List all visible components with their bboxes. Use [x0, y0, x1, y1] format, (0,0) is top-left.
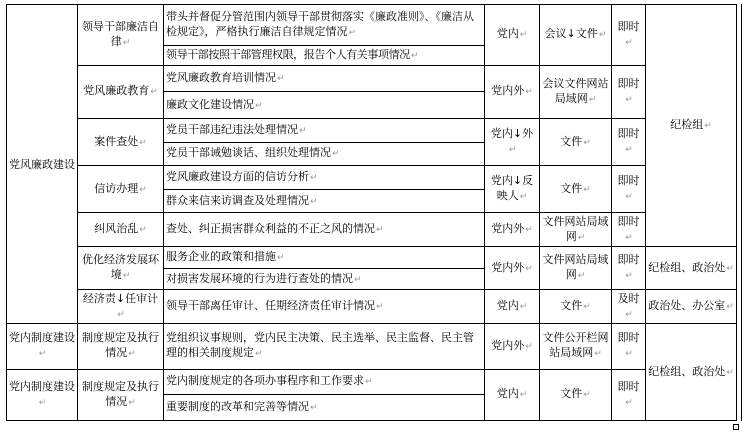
- content-cell: 党内制度规定的各项办事程序和工作要求↵: [164, 369, 485, 395]
- subcategory-cell: 制度规定及执行情况↵: [78, 369, 164, 420]
- subcategory-cell: 党风廉政教育↵: [78, 65, 164, 118]
- content-cell: 对损害发展环境的行为进行查处的情况↵: [164, 268, 485, 290]
- timing-cell: 即时↵: [612, 213, 646, 247]
- timing-cell: 即时↵: [612, 247, 646, 290]
- scope-cell: 党内↵: [485, 290, 540, 324]
- table-end-marker: [733, 424, 739, 430]
- category-cell: 党内制度建设↵: [7, 369, 78, 420]
- form-cell: 文件↵: [540, 166, 612, 213]
- timing-cell: 即时↵: [612, 324, 646, 369]
- scope-cell: 党内↵: [485, 369, 540, 420]
- department-cell: 纪检组↵: [646, 5, 737, 247]
- table-right-border: [741, 4, 742, 421]
- form-cell: 会议文件网站局域网↵: [540, 65, 612, 118]
- scope-cell: 党内外↵: [485, 213, 540, 247]
- content-cell: 廉政文化建设情况↵: [164, 92, 485, 119]
- scope-cell: 党内外↵: [485, 324, 540, 369]
- form-cell: 文件↵: [540, 369, 612, 420]
- department-cell: 纪检组、政治处↵: [646, 247, 737, 290]
- content-cell: 党员干部违纪违法处理情况↵: [164, 119, 485, 143]
- content-cell: 党组织议事规则，党内民主决策、民主选举、民主监督、民主管理的相关制度规定↵: [164, 324, 485, 369]
- content-cell: 带头并督促分管范围内领导干部贯彻落实《廉政准则》、《廉洁从检规定》，严格执行廉洁自律规定情况↵: [164, 5, 485, 46]
- scope-cell: 党内↓反映人↵: [485, 166, 540, 213]
- category-cell: 党内制度建设↵: [7, 324, 78, 369]
- content-cell: 领导干部离任审计、任期经济责任审计情况↵: [164, 290, 485, 324]
- content-cell: 重要制度的改革和完善等情况↵: [164, 395, 485, 421]
- subcategory-cell: 制度规定及执行情况↵: [78, 324, 164, 369]
- scope-cell: 党内↓外↵: [485, 119, 540, 166]
- timing-cell: 及时↵: [612, 290, 646, 324]
- timing-cell: 即时↵: [612, 5, 646, 66]
- department-cell: 政治处、办公室↵: [646, 290, 737, 324]
- subcategory-cell: 信访办理↵: [78, 166, 164, 213]
- subcategory-cell: 优化经济发展环境↵: [78, 247, 164, 290]
- content-cell: 党员干部诫勉谈话、组织处理情况↵: [164, 142, 485, 166]
- disclosure-table: [6, 4, 737, 421]
- form-cell: 文件网站局域网↵: [540, 247, 612, 290]
- department-cell: 纪检组、政治处↵: [646, 324, 737, 421]
- subcategory-cell: 案件查处↵: [78, 119, 164, 166]
- subcategory-cell: 纠风治乱↵: [78, 213, 164, 247]
- scope-cell: 党内↵: [485, 5, 540, 66]
- form-cell: 会议↓文件↵: [540, 5, 612, 66]
- content-cell: 党风廉政教育培训情况↵: [164, 65, 485, 92]
- subcategory-cell: 领导干部廉洁自律↵: [78, 5, 164, 66]
- form-cell: 文件网站局域网↵: [540, 213, 612, 247]
- form-cell: 文件↵: [540, 119, 612, 166]
- scope-cell: 党内外↵: [485, 247, 540, 290]
- scope-cell: 党内外↵: [485, 65, 540, 118]
- timing-cell: 即时↵: [612, 65, 646, 118]
- timing-cell: 即时↵: [612, 369, 646, 420]
- form-cell: 文件↵: [540, 290, 612, 324]
- content-cell: 群众来信来访调查及处理情况↵: [164, 189, 485, 213]
- content-cell: 查处、纠正损害群众利益的不正之风的情况↵: [164, 213, 485, 247]
- form-cell: 文件公开栏网站局域网↵: [540, 324, 612, 369]
- content-cell: 服务企业的政策和措施↵: [164, 247, 485, 269]
- timing-cell: 即时↵: [612, 166, 646, 213]
- timing-cell: 即时↵: [612, 119, 646, 166]
- subcategory-cell: 经济责↓任审计↵: [78, 290, 164, 324]
- content-cell: 党风廉政建设方面的信访分析↵: [164, 166, 485, 190]
- category-cell: 党风廉政建设: [7, 5, 78, 324]
- content-cell: 领导干部按照干部管理权限，报告个人有关事项情况↵: [164, 46, 485, 66]
